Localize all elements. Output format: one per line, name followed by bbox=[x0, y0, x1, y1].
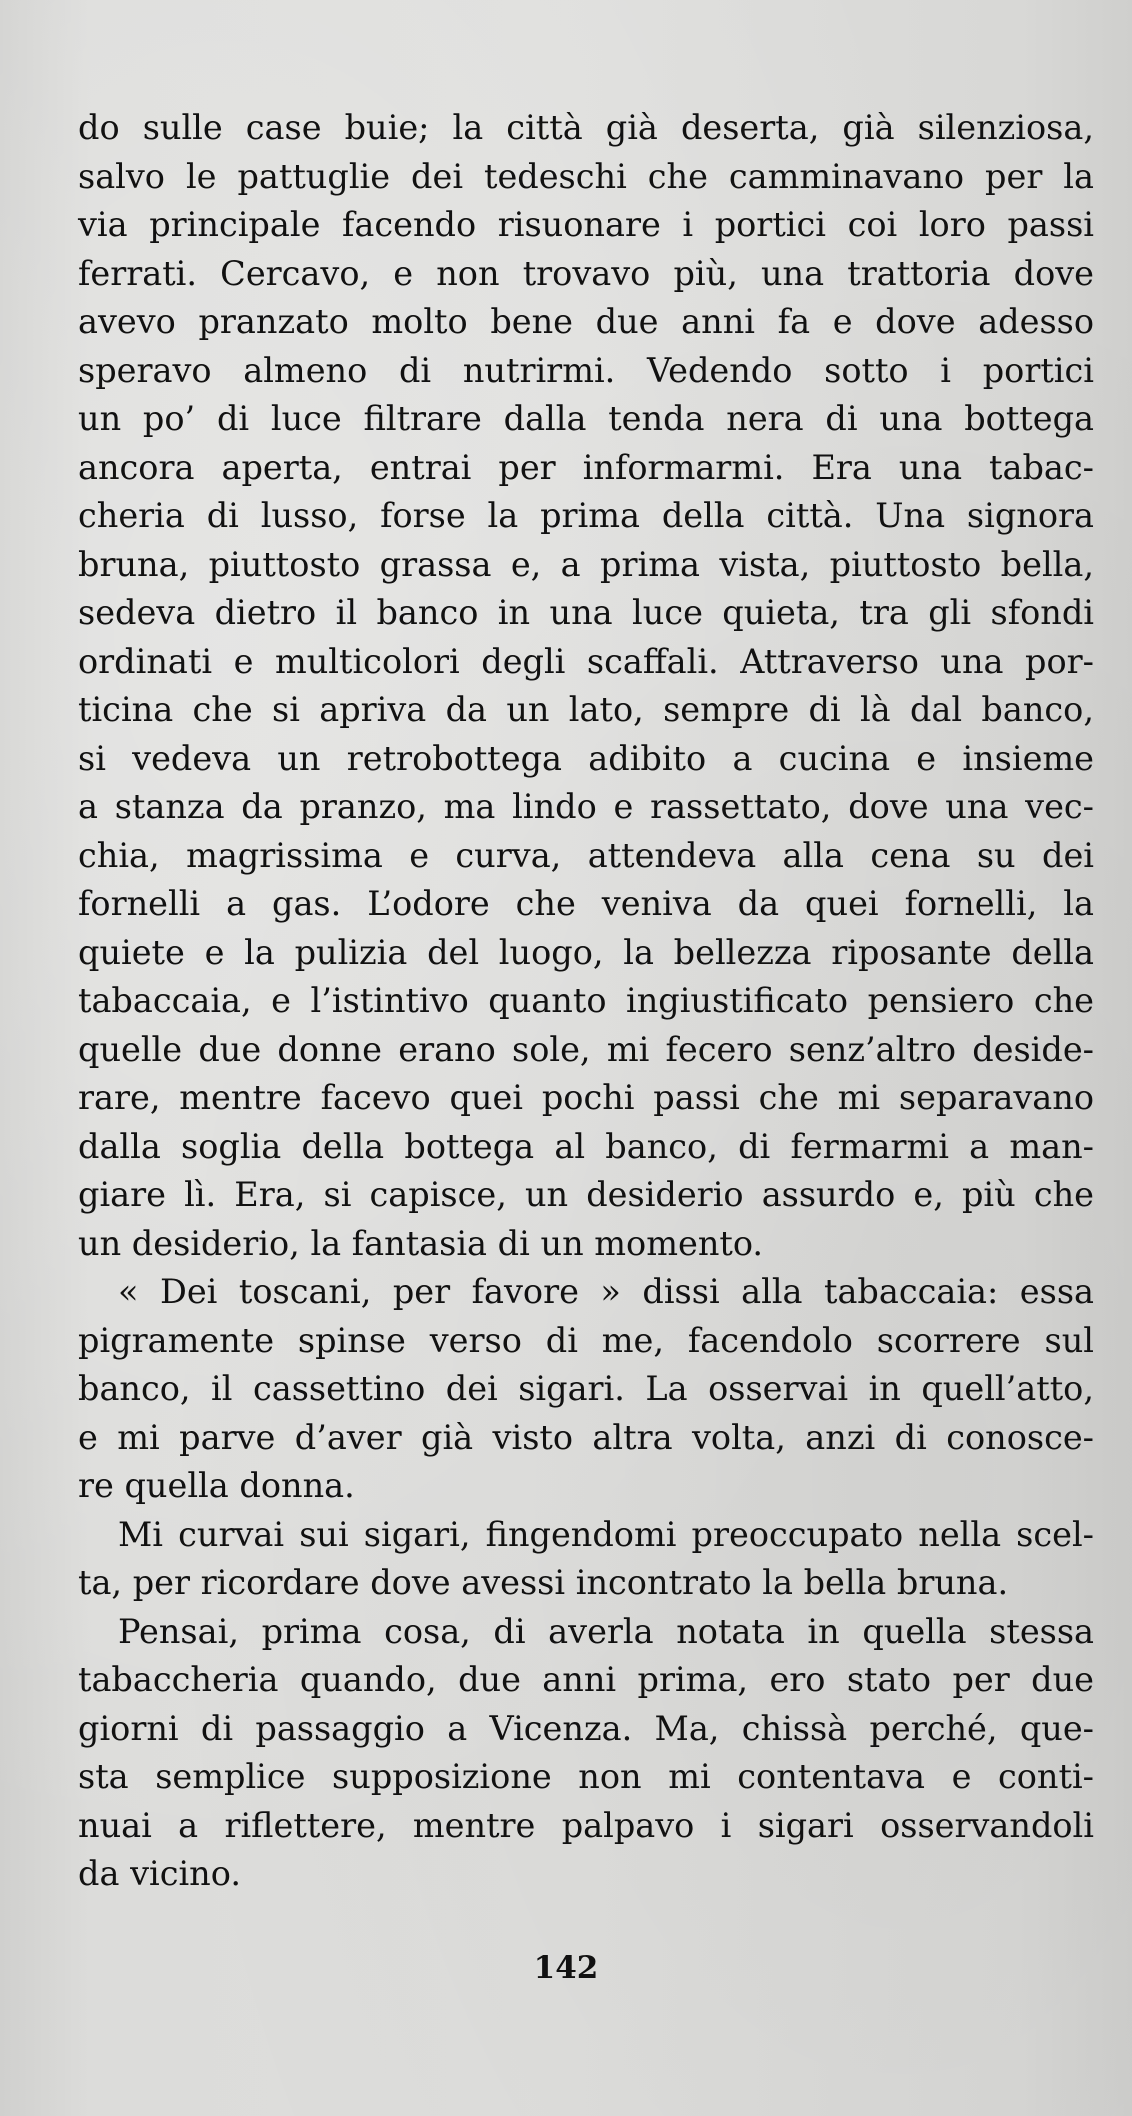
text-line: da vicino. bbox=[78, 1854, 241, 1893]
body-text bbox=[78, 104, 1094, 1899]
text-line: tabaccheria quando, due anni prima, ero stato per due bbox=[78, 1660, 1094, 1699]
text-line: quiete e la pulizia del luogo, la bellezza riposante della bbox=[78, 932, 1094, 972]
text-line: dalla soglia della bottega al banco, di fermarmi a man- bbox=[78, 1126, 1094, 1166]
text-line: giorni di passaggio a Vicenza. Ma, chissà perché, que- bbox=[78, 1708, 1094, 1748]
text-line: rare, mentre facevo quei pochi passi che mi separavano bbox=[78, 1078, 1094, 1117]
text-line: giare lì. Era, si capisce, un desiderio assurdo e, più che bbox=[78, 1175, 1094, 1214]
text-line: salvo le pattuglie dei tedeschi che camminavano per la bbox=[78, 156, 1094, 196]
text-line: Mi curvai sui sigari, fingendomi preoccupato nella scel- bbox=[118, 1514, 1094, 1554]
text-line: tabaccaia, e l’istintivo quanto ingiustificato pensiero che bbox=[78, 981, 1094, 1020]
text-line: sedeva dietro il banco in una luce quieta, tra gli sfondi bbox=[78, 593, 1094, 632]
page-number: 142 bbox=[533, 1950, 599, 1986]
text-line: quelle due donne erano sole, mi fecero senz’altro deside- bbox=[78, 1029, 1094, 1069]
text-line: speravo almeno di nutrirmi. Vedendo sotto i portici bbox=[78, 350, 1094, 390]
paragraph-2 bbox=[78, 1268, 1094, 1511]
paragraph-4 bbox=[78, 1608, 1094, 1899]
text-line: fornelli a gas. L’odore che veniva da quei fornelli, la bbox=[78, 884, 1094, 923]
text-line: ancora aperta, entrai per informarmi. Era una tabac- bbox=[78, 447, 1094, 487]
text-line: ordinati e multicolori degli scaffali. Attraverso una por- bbox=[78, 641, 1094, 681]
text-line: e mi parve d’aver già visto altra volta, anzi di conosce- bbox=[78, 1417, 1094, 1457]
text-line: bruna, piuttosto grassa e, a prima vista, piuttosto bella, bbox=[78, 544, 1094, 584]
text-line: pigramente spinse verso di me, facendolo scorrere sul bbox=[78, 1320, 1094, 1360]
text-line: ticina che si apriva da un lato, sempre di là dal banco, bbox=[78, 690, 1094, 729]
text-line: via principale facendo risuonare i portici coi loro passi bbox=[78, 205, 1094, 244]
text-line: a stanza da pranzo, ma lindo e rassettato, dove una vec- bbox=[78, 787, 1094, 826]
text-line: ferrati. Cercavo, e non trovavo più, una trattoria dove bbox=[78, 253, 1094, 293]
text-line: nuai a riflettere, mentre palpavo i sigari osservandoli bbox=[78, 1805, 1094, 1845]
text-line: chia, magrissima e curva, attendeva alla cena su dei bbox=[78, 835, 1094, 875]
text-line: ta, per ricordare dove avessi incontrato la bella bruna. bbox=[78, 1563, 1009, 1602]
text-line: cheria di lusso, forse la prima della città. Una signora bbox=[78, 496, 1094, 535]
text-line: avevo pranzato molto bene due anni fa e dove adesso bbox=[78, 302, 1094, 341]
text-line: un po’ di luce filtrare dalla tenda nera di una bottega bbox=[78, 399, 1094, 438]
text-line: « Dei toscani, per favore » dissi alla tabaccaia: essa bbox=[118, 1272, 1094, 1311]
text-line: un desiderio, la fantasia di un momento. bbox=[78, 1223, 764, 1263]
paragraph-1 bbox=[78, 104, 1094, 1268]
text-line: re quella donna. bbox=[78, 1466, 355, 1505]
paragraph-3 bbox=[78, 1511, 1094, 1608]
text-line: Pensai, prima cosa, di averla notata in quella stessa bbox=[118, 1611, 1094, 1651]
text-line: banco, il cassettino dei sigari. La osservai in quell’atto, bbox=[78, 1369, 1094, 1408]
text-line: do sulle case buie; la città già deserta, già silenziosa, bbox=[78, 108, 1094, 147]
text-line: si vedeva un retrobottega adibito a cucina e insieme bbox=[78, 738, 1094, 778]
text-line: sta semplice supposizione non mi contentava e conti- bbox=[78, 1757, 1094, 1796]
